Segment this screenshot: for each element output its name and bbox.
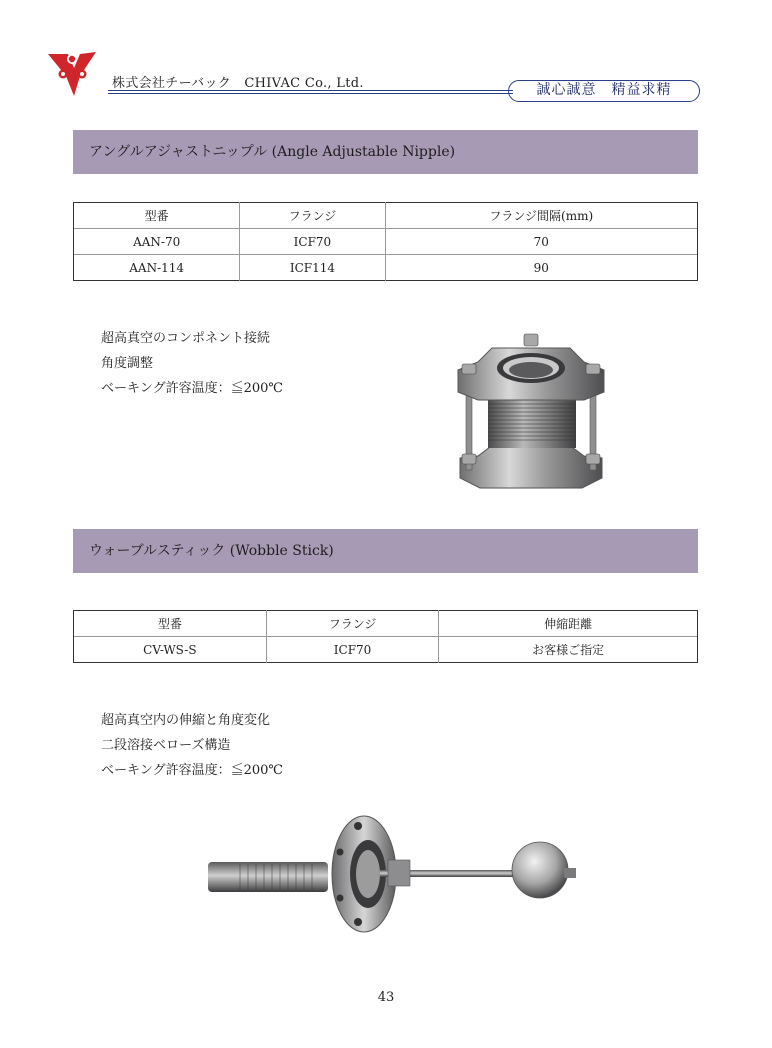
column-header: 型番 xyxy=(74,611,267,637)
list-item: 角度調整 xyxy=(101,356,154,371)
table-cell: ICF70 xyxy=(266,637,439,663)
list-item: 二段溶接ベローズ構造 xyxy=(101,738,231,753)
company-name: 株式会社チーバック CHIVAC Co., Ltd. xyxy=(112,76,364,91)
table-cell: お客様ご指定 xyxy=(439,637,698,663)
list-item: 超高真空内の伸縮と角度変化 xyxy=(101,713,271,728)
table-cell: AAN-114 xyxy=(74,255,240,281)
page-number: 43 xyxy=(377,990,395,1005)
company-logo-icon xyxy=(46,48,98,98)
table-row xyxy=(74,255,698,281)
table-cell: ICF114 xyxy=(240,255,385,281)
table-row xyxy=(74,637,698,663)
header-rule xyxy=(108,90,513,91)
section-title-wobble-stick: ウォーブルスティック (Wobble Stick) xyxy=(73,529,698,573)
table-header-row xyxy=(74,203,698,229)
table-cell: 70 xyxy=(385,229,698,255)
company-motto-badge: 誠心誠意 精益求精 xyxy=(508,80,700,102)
column-header: フランジ xyxy=(266,611,439,637)
wobble-stick-photo xyxy=(200,812,582,938)
feature-list-angle-adjustable-nipple xyxy=(101,326,283,401)
column-header: フランジ xyxy=(240,203,385,229)
header-rule-thin xyxy=(108,93,513,94)
table-cell: ICF70 xyxy=(240,229,385,255)
column-header: 型番 xyxy=(74,203,240,229)
column-header: 伸縮距離 xyxy=(439,611,698,637)
table-header-row xyxy=(74,611,698,637)
column-header: フランジ間隔(mm) xyxy=(385,203,698,229)
table-cell: AAN-70 xyxy=(74,229,240,255)
angle-adjustable-nipple-photo xyxy=(448,326,614,498)
list-item: ベーキング許容温度：≦200℃ xyxy=(101,381,283,396)
spec-table-angle-adjustable-nipple xyxy=(73,202,698,281)
table-row xyxy=(74,229,698,255)
section-title-angle-adjustable-nipple: アングルアジャストニップル (Angle Adjustable Nipple) xyxy=(73,130,698,174)
list-item: 超高真空のコンポネント接続 xyxy=(101,331,271,346)
table-cell: 90 xyxy=(385,255,698,281)
list-item: ベーキング許容温度：≦200℃ xyxy=(101,763,283,778)
table-cell: CV-WS-S xyxy=(74,637,267,663)
feature-list-wobble-stick xyxy=(101,708,283,783)
spec-table-wobble-stick xyxy=(73,610,698,663)
